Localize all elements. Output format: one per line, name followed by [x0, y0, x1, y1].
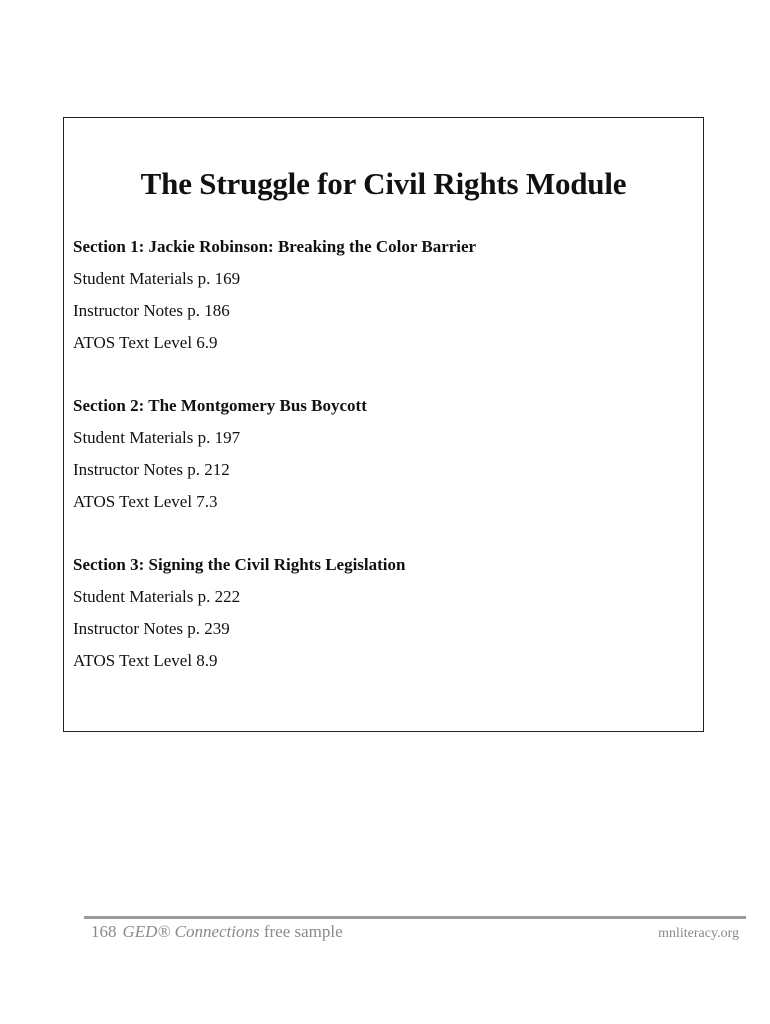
instructor-notes-ref: Instructor Notes p. 239 [73, 619, 230, 638]
section-heading: Section 2: The Montgomery Bus Boycott [73, 396, 367, 415]
section-item [73, 549, 693, 677]
section-heading: Section 1: Jackie Robinson: Breaking the Color Barrier [73, 237, 477, 256]
page-number: 168 [91, 922, 117, 941]
footer-rule [84, 916, 746, 919]
instructor-notes-ref: Instructor Notes p. 212 [73, 460, 230, 479]
atos-text-level: ATOS Text Level 6.9 [73, 333, 218, 352]
section-heading: Section 3: Signing the Civil Rights Legislation [73, 555, 406, 574]
module-title: The Struggle for Civil Rights Module [140, 166, 627, 201]
footer-site: mnliteracy.org [658, 926, 739, 941]
student-materials-ref: Student Materials p. 222 [73, 587, 241, 606]
instructor-notes-ref: Instructor Notes p. 186 [73, 301, 230, 320]
section-item [73, 390, 693, 518]
section-list [73, 231, 693, 708]
footer-left [91, 921, 343, 943]
footer-brand: GED® Connections [122, 922, 260, 941]
section-item [73, 231, 693, 359]
atos-text-level: ATOS Text Level 7.3 [73, 492, 218, 511]
student-materials-ref: Student Materials p. 197 [73, 428, 241, 447]
atos-text-level: ATOS Text Level 8.9 [73, 651, 218, 670]
footer-suffix: free sample [259, 922, 343, 941]
module-box [63, 117, 704, 732]
student-materials-ref: Student Materials p. 169 [73, 269, 241, 288]
